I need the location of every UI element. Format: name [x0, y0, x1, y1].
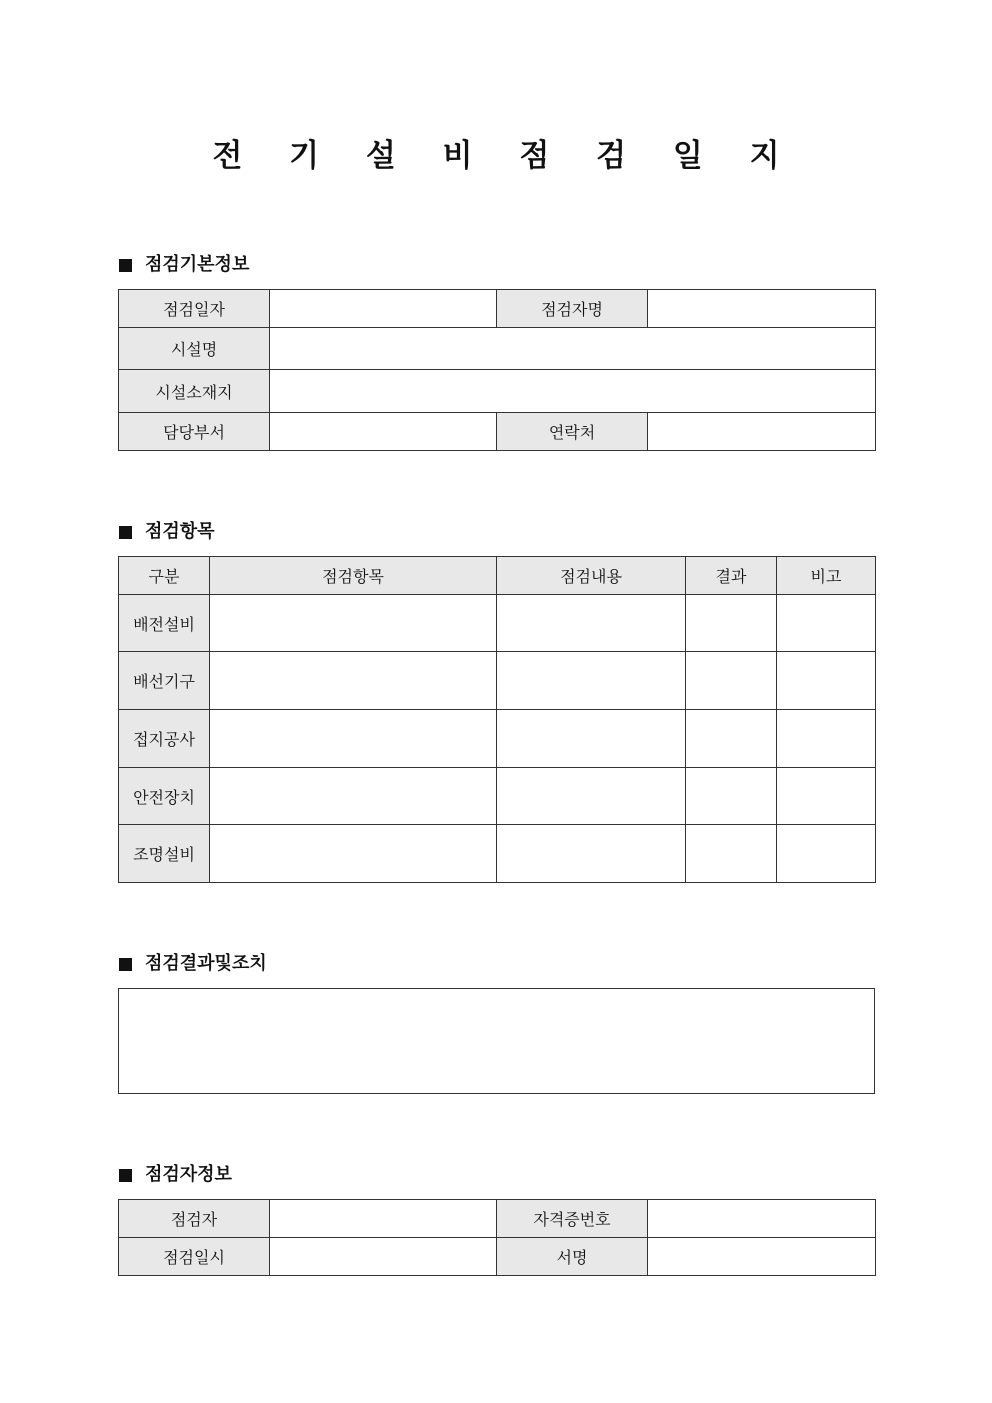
section-heading-label: 점검항목: [145, 521, 215, 542]
column-header-result: 결과: [686, 557, 777, 595]
category-label: 배전설비: [119, 595, 210, 652]
remarks-cell[interactable]: [777, 652, 876, 710]
department-label: 담당부서: [119, 413, 270, 451]
item-cell[interactable]: [210, 768, 497, 825]
result-cell[interactable]: [686, 825, 777, 883]
signature-field[interactable]: [648, 1238, 876, 1276]
result-actions-textarea[interactable]: [118, 988, 875, 1094]
square-bullet-icon: [119, 958, 132, 971]
table-row: [119, 328, 876, 370]
content-cell[interactable]: [497, 595, 686, 652]
table-row: [119, 825, 876, 883]
inspection-date-label: 점검일자: [119, 290, 270, 328]
section-heading-result: [119, 952, 267, 976]
inspector-info-table: [118, 1199, 876, 1276]
facility-name-field[interactable]: [270, 328, 876, 370]
contact-label: 연락처: [497, 413, 648, 451]
remarks-cell[interactable]: [777, 710, 876, 768]
remarks-cell[interactable]: [777, 825, 876, 883]
section-heading-items: [119, 520, 215, 544]
table-row: [119, 710, 876, 768]
category-label: 접지공사: [119, 710, 210, 768]
content-cell[interactable]: [497, 768, 686, 825]
column-header-item: 점검항목: [210, 557, 497, 595]
inspector-name-field[interactable]: [648, 290, 876, 328]
result-cell[interactable]: [686, 652, 777, 710]
basic-info-table: [118, 289, 876, 451]
remarks-cell[interactable]: [777, 595, 876, 652]
content-cell[interactable]: [497, 825, 686, 883]
item-cell[interactable]: [210, 825, 497, 883]
table-row: [119, 1238, 876, 1276]
table-row: [119, 1200, 876, 1238]
table-row: [119, 370, 876, 413]
square-bullet-icon: [119, 526, 132, 539]
table-row: [119, 768, 876, 825]
inspector-label: 점검자: [119, 1200, 270, 1238]
item-cell[interactable]: [210, 652, 497, 710]
square-bullet-icon: [119, 259, 132, 272]
inspector-field[interactable]: [270, 1200, 497, 1238]
category-label: 조명설비: [119, 825, 210, 883]
certificate-no-field[interactable]: [648, 1200, 876, 1238]
table-header-row: [119, 557, 876, 595]
inspector-name-label: 점검자명: [497, 290, 648, 328]
inspection-date-field[interactable]: [270, 290, 497, 328]
section-heading-label: 점검기본정보: [145, 254, 250, 275]
result-cell[interactable]: [686, 595, 777, 652]
section-heading-inspector: [119, 1163, 232, 1187]
inspection-items-table: [118, 556, 876, 883]
contact-field[interactable]: [648, 413, 876, 451]
facility-location-label: 시설소재지: [119, 370, 270, 413]
column-header-category: 구분: [119, 557, 210, 595]
table-row: [119, 413, 876, 451]
inspection-datetime-field[interactable]: [270, 1238, 497, 1276]
remarks-cell[interactable]: [777, 768, 876, 825]
section-heading-label: 점검자정보: [145, 1164, 232, 1185]
column-header-remarks: 비고: [777, 557, 876, 595]
section-heading-label: 점검결과및조치: [145, 953, 267, 974]
facility-location-field[interactable]: [270, 370, 876, 413]
table-row: [119, 652, 876, 710]
column-header-content: 점검내용: [497, 557, 686, 595]
square-bullet-icon: [119, 1169, 132, 1182]
category-label: 안전장치: [119, 768, 210, 825]
content-cell[interactable]: [497, 652, 686, 710]
item-cell[interactable]: [210, 595, 497, 652]
result-cell[interactable]: [686, 710, 777, 768]
document-title: 전 기 설 비 점 검 일 지: [212, 138, 798, 174]
content-cell[interactable]: [497, 710, 686, 768]
result-cell[interactable]: [686, 768, 777, 825]
item-cell[interactable]: [210, 710, 497, 768]
signature-label: 서명: [497, 1238, 648, 1276]
category-label: 배선기구: [119, 652, 210, 710]
facility-name-label: 시설명: [119, 328, 270, 370]
certificate-no-label: 자격증번호: [497, 1200, 648, 1238]
inspection-datetime-label: 점검일시: [119, 1238, 270, 1276]
department-field[interactable]: [270, 413, 497, 451]
table-row: [119, 290, 876, 328]
section-heading-basic-info: [119, 253, 249, 277]
table-row: [119, 595, 876, 652]
